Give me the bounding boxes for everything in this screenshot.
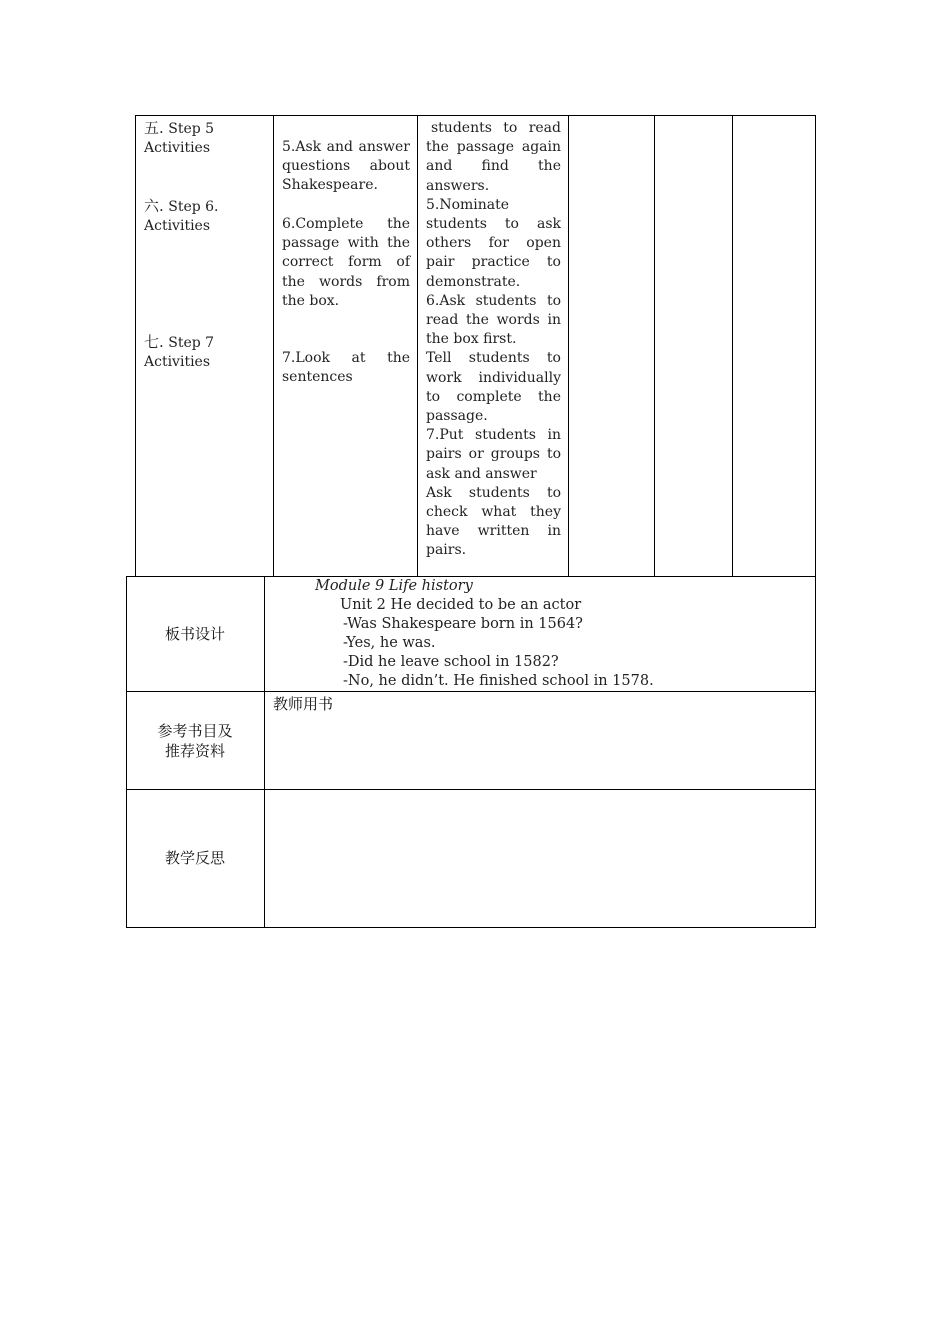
table-border-top xyxy=(126,576,816,577)
references-label: 参考书目及 推荐资料 xyxy=(157,722,233,760)
student-activity: 7.Look at the sentences xyxy=(282,350,410,386)
step-title: Step 6. xyxy=(168,199,219,215)
row-divider xyxy=(126,691,816,692)
column-divider xyxy=(568,115,569,576)
step-number: 七. xyxy=(144,333,164,351)
column-divider xyxy=(273,115,274,576)
board-dialogue-line: -No, he didn’t. He finished school in 1578. xyxy=(343,673,654,689)
step-row xyxy=(144,197,272,236)
teacher-activity: 5.Nominate students to ask others for open pair practice to demonstrate. xyxy=(426,196,561,290)
step-number: 五. xyxy=(144,119,164,137)
column-divider xyxy=(654,115,655,576)
step-label: Activities xyxy=(144,218,211,235)
board-module-title: Module 9 Life history xyxy=(315,578,473,594)
teacher-activity: Tell students to work individually to complete the passage. xyxy=(426,350,561,425)
student-activity: 5.Ask and answer questions about Shakespeare. xyxy=(282,139,410,194)
column-divider xyxy=(732,115,733,576)
teacher-activity: 7.Put students in pairs or groups to ask and answer xyxy=(426,427,561,482)
column-divider xyxy=(417,115,418,576)
table-border-left xyxy=(135,115,136,576)
step-label: Activities xyxy=(144,354,211,371)
step-title: Step 7 xyxy=(168,335,215,351)
step-row xyxy=(144,119,272,158)
reflection-label: 教学反思 xyxy=(164,849,225,867)
step-row xyxy=(144,333,272,372)
board-dialogue-line: -Yes, he was. xyxy=(343,635,436,651)
table-border-top xyxy=(135,115,816,116)
teacher-activities-column xyxy=(426,119,561,561)
teacher-activity: 6.Ask students to read the words in the box first. xyxy=(426,292,561,348)
board-dialogue-line: -Was Shakespeare born in 1564? xyxy=(343,616,583,632)
student-activity: 6.Complete the passage with the correct form of the words from the box. xyxy=(282,216,410,309)
table-border-right xyxy=(815,576,816,928)
board-dialogue-line: -Did he leave school in 1582? xyxy=(343,654,559,670)
table-border-bottom xyxy=(126,927,816,928)
steps-table xyxy=(135,115,816,576)
table-border-right xyxy=(815,115,816,576)
step-number: 六. xyxy=(144,197,164,215)
lesson-info-table xyxy=(126,576,816,928)
step-title: Step 5 xyxy=(168,121,215,137)
board-design-label: 板书设计 xyxy=(164,625,225,643)
reflection-value xyxy=(273,796,803,916)
teacher-activity: Ask students to check what they have written in pairs. xyxy=(426,484,561,559)
column-divider xyxy=(264,576,265,928)
references-value: 教师用书 xyxy=(273,695,334,713)
step-label: Activities xyxy=(144,140,211,157)
row-divider xyxy=(126,789,816,790)
teacher-activity: students to read the passage again and find the answers. xyxy=(426,120,561,194)
board-unit-title: Unit 2 He decided to be an actor xyxy=(340,597,582,613)
